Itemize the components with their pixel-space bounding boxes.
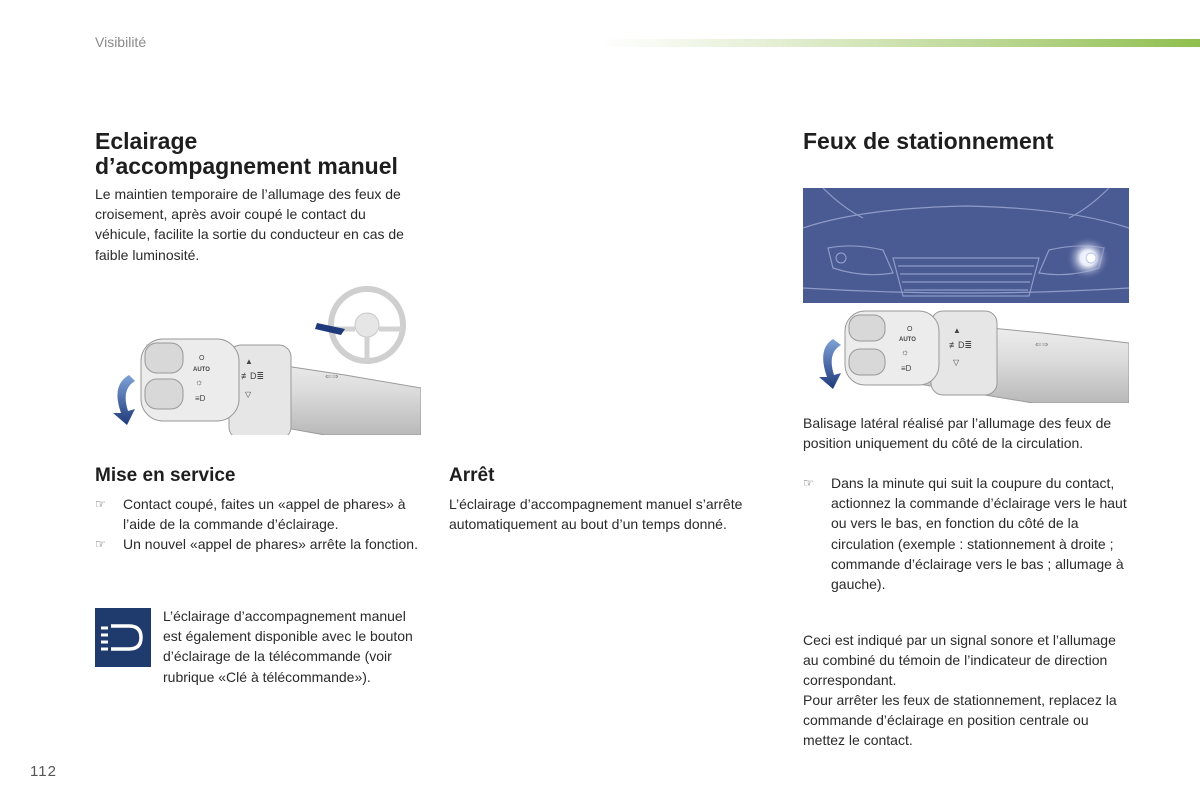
- follow-me-home-headlamp-icon: [95, 608, 151, 667]
- mise-en-service-heading: Mise en service: [95, 465, 236, 486]
- header-accent-bar: [600, 39, 1200, 47]
- steering-wheel: [331, 289, 403, 361]
- pointing-hand-icon: ☞: [95, 497, 106, 511]
- parking-lights-steps-list: [803, 473, 1133, 594]
- svg-text:▽: ▽: [245, 390, 252, 399]
- svg-text:⇐⇒: ⇐⇒: [325, 372, 339, 381]
- svg-text:☼: ☼: [901, 347, 910, 357]
- rotation-arrow-down-left: [113, 375, 135, 425]
- left-title-line-1: Eclairage: [95, 128, 198, 154]
- svg-text:▲: ▲: [245, 357, 253, 366]
- right-intro-paragraph: Balisage latéral réalisé par l’allumage des feux de position uniquement du côté de la circulation.: [803, 415, 1112, 452]
- right-paragraph-stop: Pour arrêter les feux de stationnement, replacez la commande d’éclairage en position centrale ou mettez le contact.: [803, 692, 1117, 749]
- arret-heading: Arrêt: [449, 465, 495, 486]
- stalk-label-auto-right: AUTO: [899, 337, 916, 343]
- section-label: Visibilité: [95, 34, 147, 50]
- arret-paragraph: L’éclairage d’accompagnement manuel s’arrête automatiquement au bout d’un temps donné.: [449, 496, 743, 533]
- lighting-stalk-illustration-left: [95, 285, 421, 435]
- list-item: [95, 534, 425, 554]
- svg-text:☼: ☼: [195, 377, 204, 387]
- svg-text:⇐⇒: ⇐⇒: [1035, 340, 1049, 349]
- right-section-title: Feux de stationnement: [803, 128, 1054, 154]
- list-item-text: Dans la minute qui suit la coupure du contact, actionnez la commande d’éclairage vers le haut ou vers le bas, en fonction du côté de la circulation (exemple : stationnement à droite ; commande d’éclairage vers le bas ; allumage à gauche).: [831, 475, 1127, 593]
- list-item-text: Contact coupé, faites un «appel de phares» à l’aide de la commande d’éclairage.: [123, 496, 406, 533]
- mise-en-service-list: [95, 494, 425, 555]
- lighting-stalk-illustration-right: [803, 303, 1129, 403]
- stalk-label-o-right: O: [907, 326, 913, 333]
- svg-text:≡D: ≡D: [195, 394, 206, 403]
- list-item: [803, 473, 1133, 594]
- left-intro-paragraph: Le maintien temporaire de l’allumage des feux de croisement, après avoir coupé le contact du véhicule, facilite la sortie du conducteur en cas de faible luminosité.: [95, 186, 404, 263]
- stalk-label-o-left: O: [199, 355, 205, 362]
- note-paragraph: L’éclairage d’accompagnement manuel est également disponible avec le bouton d’éclairage de la télécommande (voir rubrique «Clé à télécommande»).: [163, 608, 413, 685]
- page-number: 112: [30, 763, 57, 780]
- left-section-title: [95, 129, 435, 179]
- stalk-label-auto-left: AUTO: [193, 367, 210, 373]
- pointing-hand-icon: ☞: [803, 476, 814, 490]
- rotation-arrow-down-right: [819, 339, 841, 389]
- car-front-parking-lights-illustration: [803, 188, 1129, 303]
- right-paragraph-signal: Ceci est indiqué par un signal sonore et l’allumage au combiné du témoin de l’indicateur de direction correspondant.: [803, 632, 1116, 689]
- left-title-line-2: d’accompagnement manuel: [95, 153, 398, 179]
- svg-text:▲: ▲: [953, 326, 961, 335]
- svg-text:≢D≣: ≢D≣: [949, 340, 973, 350]
- svg-text:▽: ▽: [953, 358, 960, 367]
- svg-text:≡D: ≡D: [901, 364, 912, 373]
- pointing-hand-icon: ☞: [95, 537, 106, 552]
- list-item: [95, 494, 425, 534]
- list-item-text: Un nouvel «appel de phares» arrête la fonction.: [123, 536, 418, 553]
- svg-text:≢D≣: ≢D≣: [241, 371, 265, 381]
